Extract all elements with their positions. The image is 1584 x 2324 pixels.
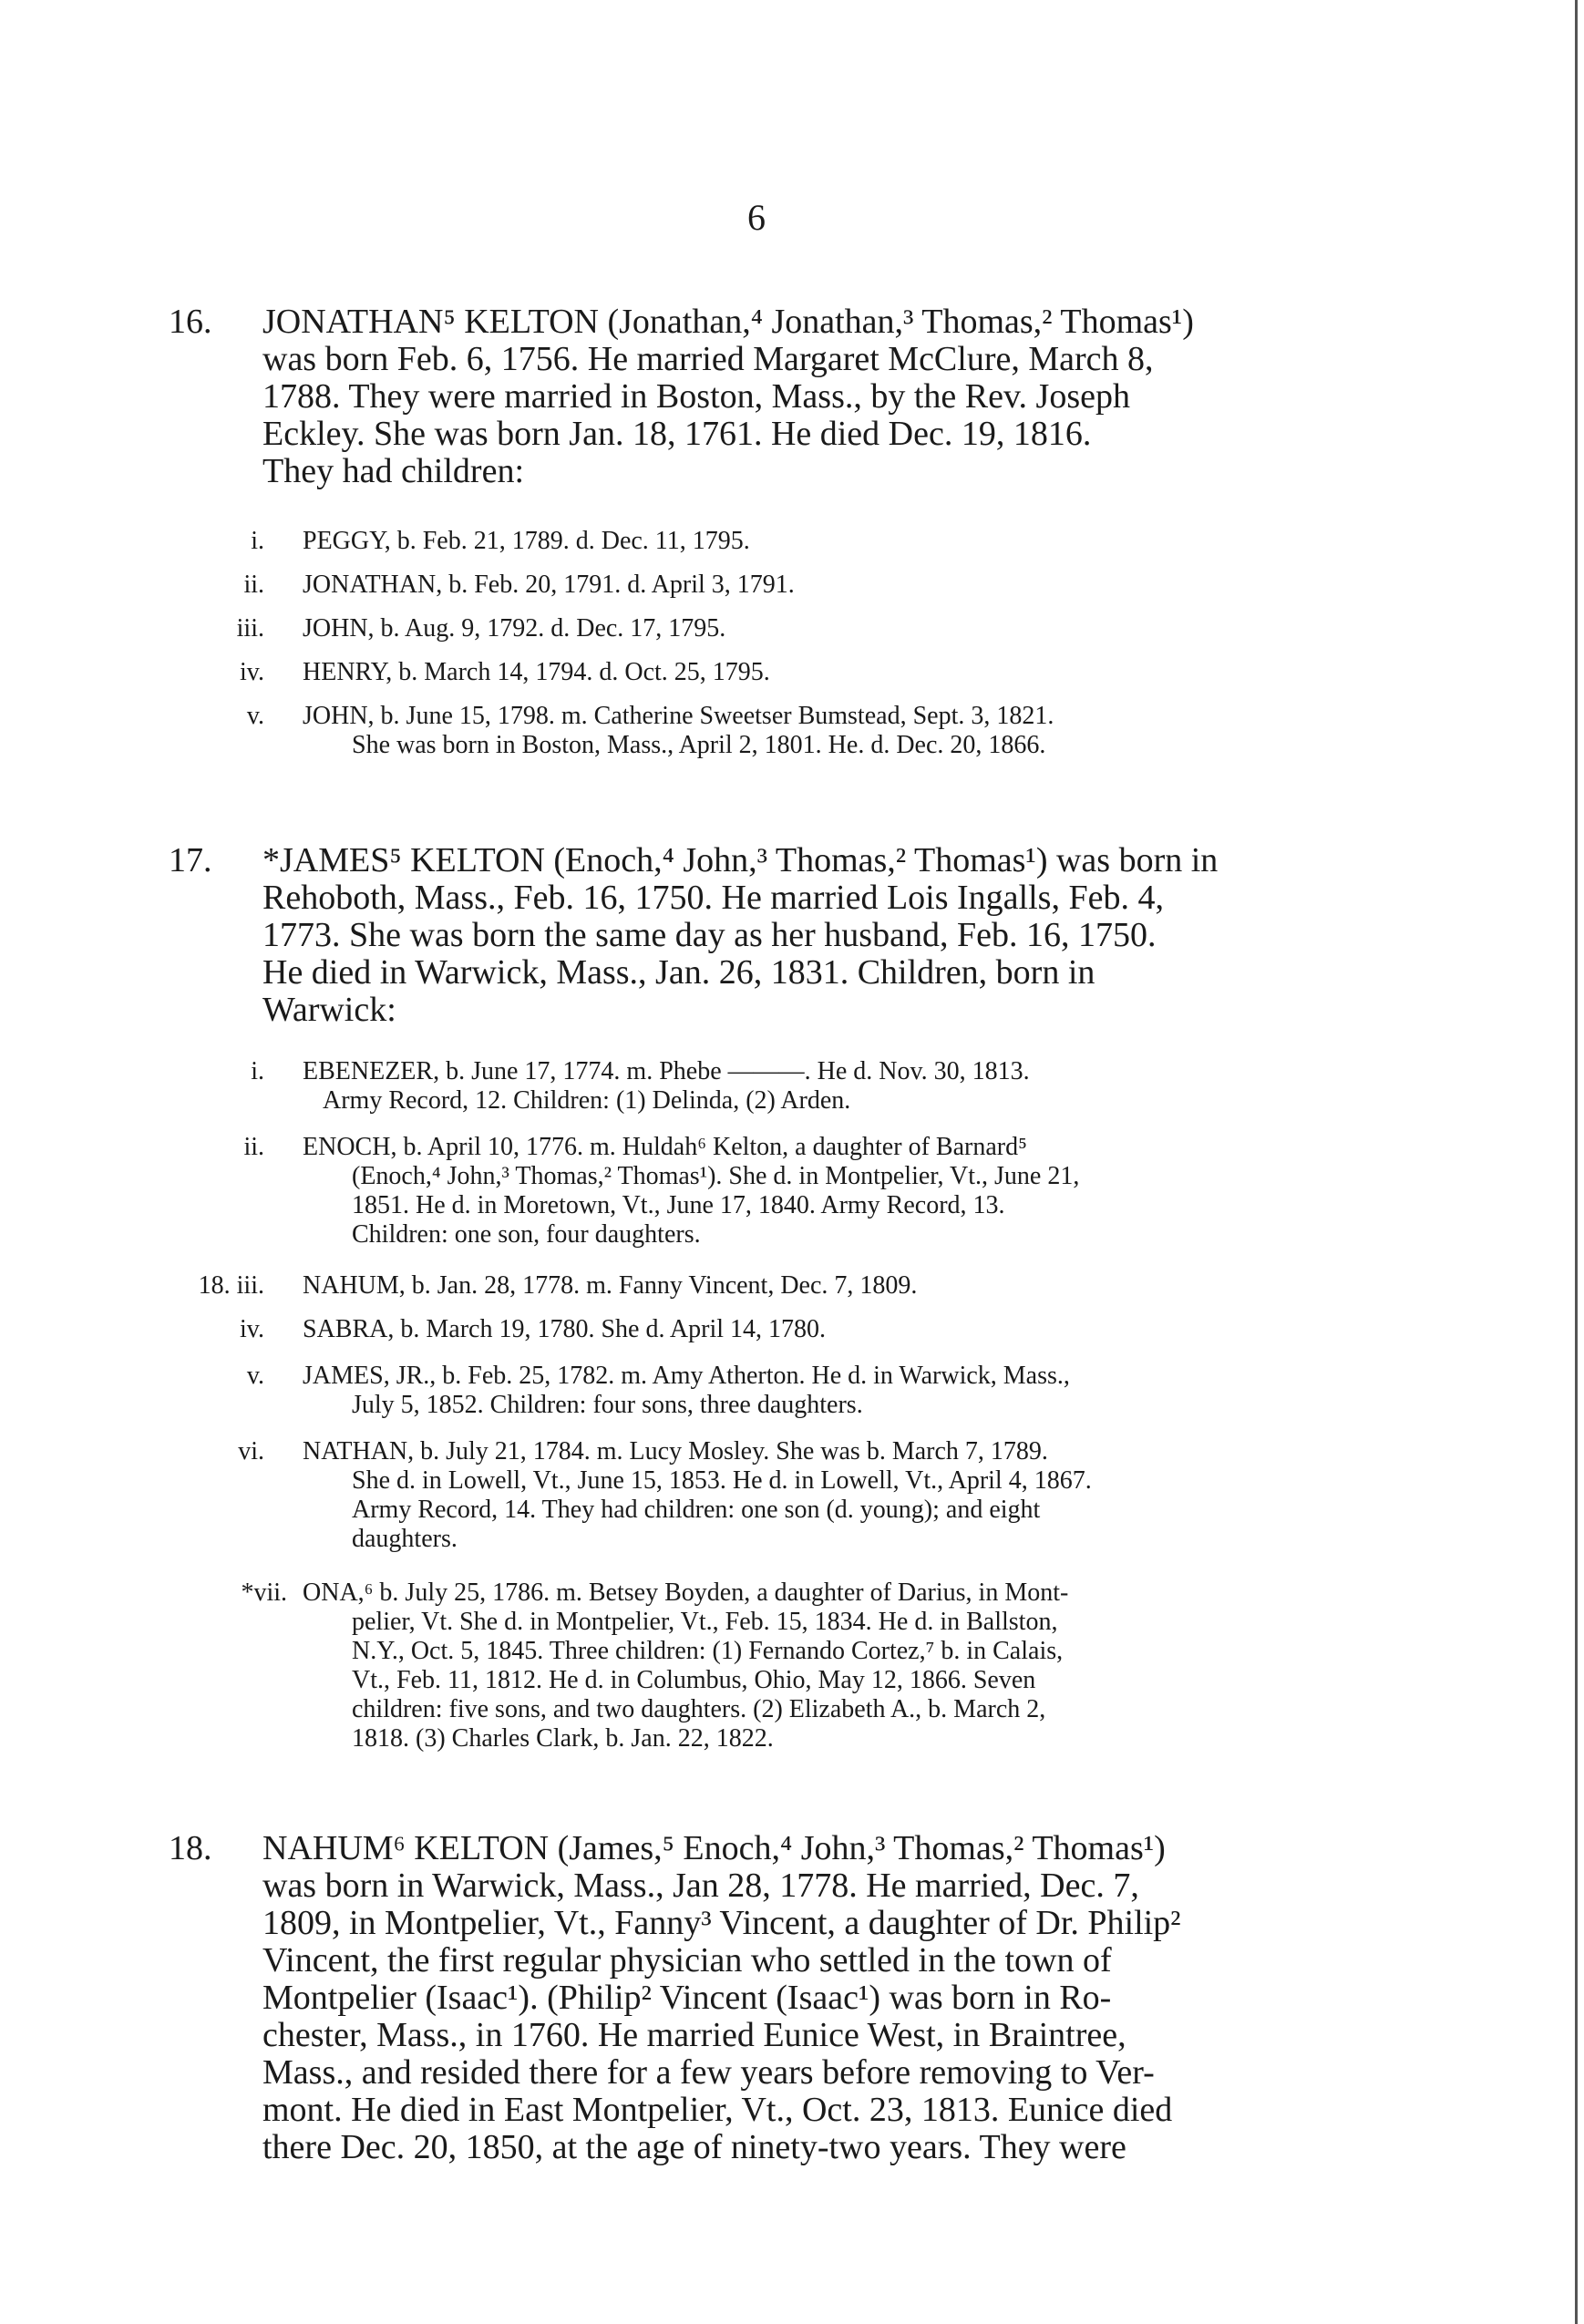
child-number: i. (251, 527, 264, 555)
body-line: Warwick: (262, 991, 396, 1029)
page-edge (1575, 0, 1578, 2324)
child-number: v. (246, 702, 264, 730)
entry-17-heading (169, 842, 1353, 879)
child-line: JONATHAN, b. Feb. 20, 1791. d. April 3, 1791. (303, 571, 795, 599)
body-line: 1773. She was born the same day as her husband, Feb. 16, 1750. (262, 916, 1157, 954)
entry-16-head-text: JONATHAN⁵ KELTON (Jonathan,⁴ Jonathan,³ Thomas,² Thomas¹) (262, 303, 1194, 341)
child-line: Army Record, 12. Children: (1) Delinda, (2) Arden. (323, 1086, 851, 1115)
child-line: SABRA, b. March 19, 1780. She d. April 14, 1780. (303, 1315, 826, 1343)
body-line: mont. He died in East Montpelier, Vt., Oct. 23, 1813. Eunice died (262, 2091, 1173, 2129)
entry-18-body (262, 1867, 1356, 2166)
body-line: was born Feb. 6, 1756. He married Margaret McClure, March 8, (262, 340, 1154, 378)
child-line: NAHUM, b. Jan. 28, 1778. m. Fanny Vincent, Dec. 7, 1809. (303, 1271, 918, 1300)
child-line: ONA,⁶ b. July 25, 1786. m. Betsey Boyden, a daughter of Darius, in Mont- (303, 1578, 1069, 1607)
child-line: PEGGY, b. Feb. 21, 1789. d. Dec. 11, 1795. (303, 527, 750, 555)
child-line: Vt., Feb. 11, 1812. He d. in Columbus, Ohio, May 12, 1866. Seven (352, 1666, 1036, 1694)
entry-16-heading (169, 303, 1353, 341)
child-line: JOHN, b. June 15, 1798. m. Catherine Sweetser Bumstead, Sept. 3, 1821. (303, 702, 1054, 730)
child-line: Army Record, 14. They had children: one son (d. young); and eight (352, 1496, 1041, 1524)
child-number: iii. (236, 614, 264, 643)
body-line: Vincent, the first regular physician who settled in the town of (262, 1941, 1112, 1980)
body-line: chester, Mass., in 1760. He married Eunice West, in Braintree, (262, 2016, 1126, 2054)
body-line: Mass., and resided there for a few years before removing to Ver- (262, 2053, 1155, 2092)
child-line: daughters. (352, 1525, 458, 1553)
child-line: JOHN, b. Aug. 9, 1792. d. Dec. 17, 1795. (303, 614, 726, 643)
body-line: They had children: (262, 452, 525, 490)
body-line: 1809, in Montpelier, Vt., Fanny³ Vincent, a daughter of Dr. Philip² (262, 1904, 1181, 1942)
body-line: 1788. They were married in Boston, Mass., by the Rev. Joseph (262, 377, 1130, 416)
child-number: i. (251, 1057, 264, 1085)
entry-number: 17. (169, 841, 212, 879)
child-line: children: five sons, and two daughters. (2) Elizabeth A., b. March 2, (352, 1695, 1046, 1723)
child-line: EBENEZER, b. June 17, 1774. m. Phebe ———. He d. Nov. 30, 1813. (303, 1057, 1030, 1085)
child-line: HENRY, b. March 14, 1794. d. Oct. 25, 1795. (303, 658, 770, 686)
entry-16-body (262, 341, 1356, 490)
child-line: NATHAN, b. July 21, 1784. m. Lucy Mosley. She was b. March 7, 1789. (303, 1437, 1048, 1465)
child-number: vi. (238, 1437, 264, 1465)
body-line: was born in Warwick, Mass., Jan 28, 1778. He married, Dec. 7, (262, 1866, 1139, 1905)
child-number: iv. (240, 1315, 264, 1343)
entry-18-heading (169, 1830, 1353, 1867)
child-line: She d. in Lowell, Vt., June 15, 1853. He d. in Lowell, Vt., April 4, 1867. (352, 1466, 1092, 1495)
body-line: Rehoboth, Mass., Feb. 16, 1750. He married Lois Ingalls, Feb. 4, (262, 879, 1164, 917)
child-line: pelier, Vt. She d. in Montpelier, Vt., Feb. 15, 1834. He d. in Ballston, (352, 1608, 1058, 1636)
child-line: She was born in Boston, Mass., April 2, 1801. He. d. Dec. 20, 1866. (352, 731, 1046, 759)
child-number: 18. iii. (198, 1271, 264, 1300)
body-line: He died in Warwick, Mass., Jan. 26, 1831. Children, born in (262, 953, 1095, 992)
entry-number: 18. (169, 1829, 212, 1867)
child-line: 1851. He d. in Moretown, Vt., June 17, 1840. Army Record, 13. (352, 1191, 1005, 1219)
page-number: 6 (747, 197, 766, 238)
entry-17-head-text: *JAMES⁵ KELTON (Enoch,⁴ John,³ Thomas,² Thomas¹) was born in (262, 841, 1219, 879)
body-line: there Dec. 20, 1850, at the age of ninety-two years. They were (262, 2128, 1126, 2166)
child-line: N.Y., Oct. 5, 1845. Three children: (1) Fernando Cortez,⁷ b. in Calais, (352, 1637, 1064, 1665)
entry-18-head-text: NAHUM⁶ KELTON (James,⁵ Enoch,⁴ John,³ Thomas,² Thomas¹) (262, 1829, 1166, 1867)
body-line: Montpelier (Isaac¹). (Philip² Vincent (Isaac¹) was born in Ro- (262, 1979, 1112, 2017)
child-number: *vii. (241, 1578, 287, 1607)
entry-17-body (262, 879, 1356, 1029)
child-line: (Enoch,⁴ John,³ Thomas,² Thomas¹). She d. in Montpelier, Vt., June 21, (352, 1162, 1080, 1190)
child-number: ii. (243, 571, 264, 599)
child-line: Children: one son, four daughters. (352, 1220, 701, 1249)
child-number: ii. (243, 1133, 264, 1161)
child-number: v. (246, 1362, 264, 1390)
body-line: Eckley. She was born Jan. 18, 1761. He died Dec. 19, 1816. (262, 415, 1092, 453)
child-line: 1818. (3) Charles Clark, b. Jan. 22, 1822. (352, 1724, 774, 1753)
entry-number: 16. (169, 303, 212, 341)
child-line: ENOCH, b. April 10, 1776. m. Huldah⁶ Kelton, a daughter of Barnard⁵ (303, 1133, 1027, 1161)
child-line: JAMES, JR., b. Feb. 25, 1782. m. Amy Atherton. He d. in Warwick, Mass., (303, 1362, 1070, 1390)
child-line: July 5, 1852. Children: four sons, three daughters. (352, 1391, 863, 1419)
child-number: iv. (240, 658, 264, 686)
